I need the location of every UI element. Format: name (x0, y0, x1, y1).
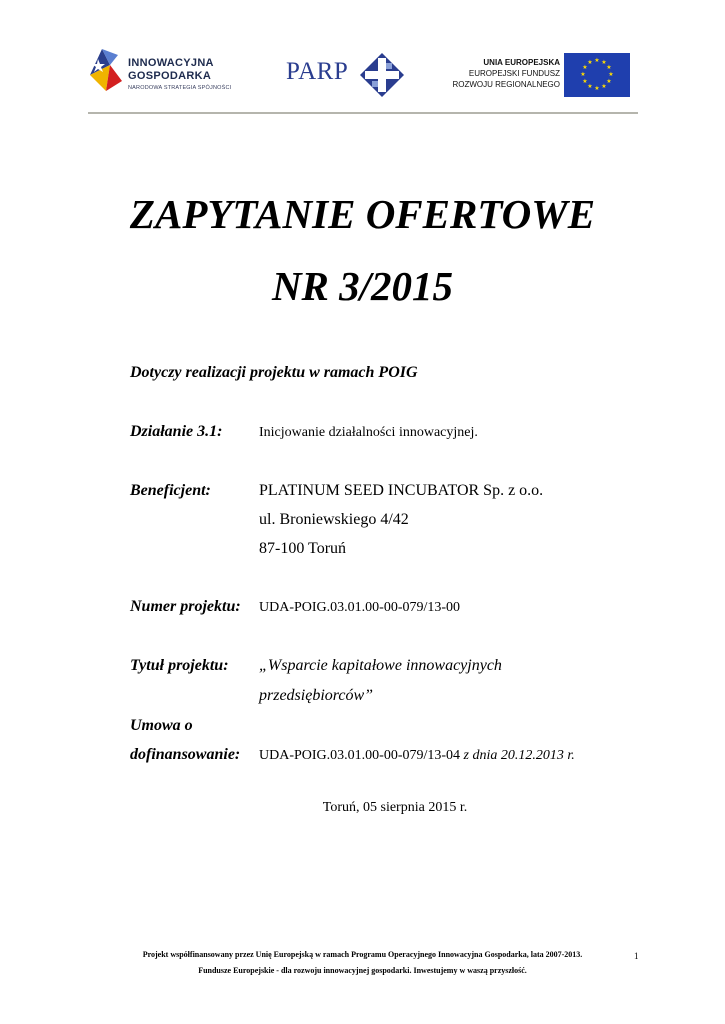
tytul-projektu-line2: przedsiębiorców” (259, 687, 374, 704)
svg-text:★: ★ (582, 64, 588, 71)
umowa-value-line (259, 748, 575, 764)
eu-logo-line3: ROZWOJU REGIONALNEGO (452, 80, 560, 89)
logo-ig-line3: NARODOWA STRATEGIA SPÓJNOŚCI (128, 85, 232, 91)
numer-projektu-label: Numer projektu: (130, 598, 241, 615)
svg-text:★: ★ (580, 71, 586, 78)
eu-stars (564, 53, 630, 97)
page-number: 1 (634, 951, 639, 961)
beneficjent-street: ul. Broniewskiego 4/42 (259, 511, 409, 528)
eu-logo (443, 50, 638, 100)
svg-text:★: ★ (582, 78, 588, 85)
beneficjent-name: PLATINUM SEED INCUBATOR Sp. z o.o. (259, 482, 544, 499)
svg-text:★: ★ (587, 83, 593, 90)
beneficjent-city: 87-100 Toruń (259, 540, 347, 557)
header (88, 40, 638, 112)
header-divider (88, 112, 638, 114)
intro-text: Dotyczy realizacji projektu w ramach POIG (130, 364, 418, 381)
umowa-value: UDA-POIG.03.01.00-00-079/13-04 (259, 748, 461, 763)
svg-text:★: ★ (594, 57, 600, 64)
footer-line2: Fundusze Europejskie - dla rozwoju innowacyjnej gospodarki. Inwestujemy w waszą przyszłość. (198, 966, 527, 975)
svg-text:★: ★ (608, 71, 614, 78)
innowacyjna-gospodarka-logo (88, 45, 248, 105)
svg-text:★: ★ (606, 64, 612, 71)
tytul-projektu-line1: „Wsparcie kapitałowe innowacyjnych (259, 657, 502, 674)
parp-logo (286, 50, 406, 100)
parp-emblem-icon (359, 52, 405, 98)
eu-logo-line2: EUROPEJSKI FUNDUSZ (468, 69, 560, 78)
svg-text:★: ★ (606, 78, 612, 85)
innowacyjna-gospodarka-emblem-icon (88, 45, 126, 99)
svg-text:★: ★ (601, 83, 607, 90)
numer-projektu-value: UDA-POIG.03.01.00-00-079/13-00 (259, 600, 461, 615)
eu-flag-icon (564, 53, 630, 97)
footer-line1: Projekt współfinansowany przez Unię Europejską w ramach Programu Operacyjnego Innowacyjna Gospodarka, lata 2007-2013. (142, 950, 583, 959)
dzialanie-value: Inicjowanie działalności innowacyjnej. (259, 425, 478, 440)
place-date: Toruń, 05 sierpnia 2015 r. (322, 800, 468, 815)
document-number: NR 3/2015 (271, 263, 454, 309)
umowa-label-line1: Umowa o (130, 717, 193, 734)
document-title: ZAPYTANIE OFERTOWE (129, 191, 596, 237)
svg-text:★: ★ (587, 59, 593, 66)
logo-ig-line1: INNOWACYJNA (128, 57, 214, 69)
umowa-date: z dnia 20.12.2013 r. (463, 748, 575, 763)
tytul-projektu-label: Tytuł projektu: (130, 657, 229, 674)
eu-logo-line1: UNIA EUROPEJSKA (483, 58, 560, 67)
dzialanie-label: Działanie 3.1: (130, 423, 223, 440)
umowa-label-line2: dofinansowanie: (130, 746, 241, 763)
beneficjent-label: Beneficjent: (130, 482, 211, 499)
svg-text:★: ★ (601, 59, 607, 66)
logo-ig-line2: GOSPODARKA (128, 70, 212, 82)
svg-text:★: ★ (594, 85, 600, 92)
parp-logo-text: PARP (286, 58, 349, 85)
